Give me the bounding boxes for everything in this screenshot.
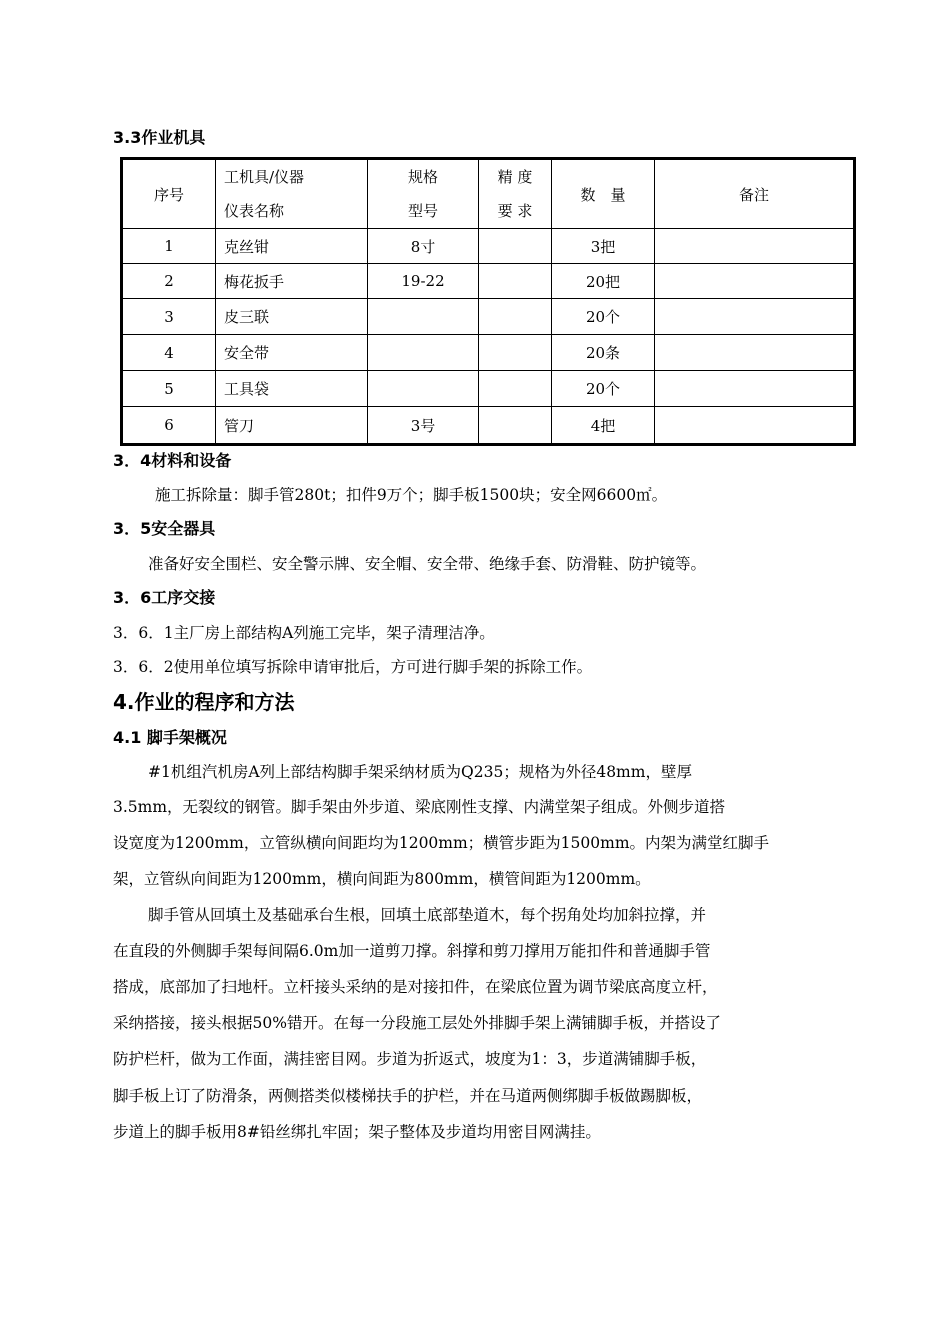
paragraph-line: 搭成，底部加了扫地杆。立杆接头采纳的是对接扣件，在梁底位置为调节梁底高度立杆， (113, 978, 718, 996)
section-3-4-text: 施工拆除量：脚手管280t；扣件9万个；脚手板1500块；安全网6600㎡。 (155, 486, 668, 504)
paragraph-line: 架，立管纵向间距为1200mm，横向间距为800mm，横管间距为1200mm。 (113, 870, 651, 888)
cell-spec (368, 371, 479, 407)
cell-name: 皮三联 (216, 299, 368, 335)
paragraph-line: 设宽度为1200mm，立管纵横向间距均为1200mm；横管步距为1500mm。内架为满堂红脚手 (113, 834, 770, 852)
header-spec-line1: 规格 (407, 168, 438, 186)
header-precision (479, 159, 552, 229)
cell-precision (479, 299, 552, 335)
header-no: 序号 (122, 159, 216, 229)
paragraph-line: 采纳搭接，接头根据50%错开。在每一分段施工层处外排脚手架上满铺脚手板，并搭设了 (113, 1014, 721, 1032)
header-spec (368, 159, 479, 229)
cell-quantity: 20把 (552, 264, 655, 299)
cell-precision (479, 335, 552, 371)
section-3-5-heading: 3．5安全器具 (113, 519, 216, 538)
cell-note (655, 229, 855, 264)
header-name-line2: 仪表名称 (224, 202, 285, 220)
cell-spec: 3号 (368, 407, 479, 445)
section-3-4-heading: 3．4材料和设备 (113, 451, 232, 470)
cell-no: 3 (122, 299, 216, 335)
paragraph-line: #1机组汽机房A列上部结构脚手架采纳材质为Q235；规格为外径48mm，壁厚 (148, 763, 692, 781)
table-row (122, 407, 855, 445)
header-name (216, 159, 368, 229)
cell-name: 安全带 (216, 335, 368, 371)
cell-quantity: 3把 (552, 229, 655, 264)
cell-quantity: 20个 (552, 371, 655, 407)
paragraph-line: 3.5mm，无裂纹的钢管。脚手架由外步道、梁底刚性支撑、内满堂架子组成。外侧步道搭 (113, 798, 726, 816)
cell-note (655, 335, 855, 371)
table-row (122, 335, 855, 371)
table-row (122, 371, 855, 407)
paragraph-line: 步道上的脚手板用8#铅丝绑扎牢固；架子整体及步道均用密目网满挂。 (113, 1123, 601, 1141)
paragraph-line: 防护栏杆，做为工作面，满挂密目网。步道为折返式，坡度为1：3，步道满铺脚手板， (113, 1050, 707, 1068)
section-4-heading: 4.作业的程序和方法 (113, 690, 295, 714)
table-header-row (122, 159, 855, 229)
cell-spec (368, 335, 479, 371)
cell-spec: 19-22 (368, 264, 479, 299)
cell-note (655, 407, 855, 445)
cell-no: 4 (122, 335, 216, 371)
cell-quantity: 4把 (552, 407, 655, 445)
cell-precision (479, 264, 552, 299)
cell-name: 工具袋 (216, 371, 368, 407)
section-3-3-heading: 3.3作业机具 (113, 128, 206, 147)
section-3-6-heading: 3．6工序交接 (113, 588, 216, 607)
header-spec-line2: 型号 (407, 202, 438, 220)
paragraph-line: 在直段的外侧脚手架每间隔6.0m加一道剪刀撑。斜撑和剪刀撑用万能扣件和普通脚手管 (113, 942, 711, 960)
cell-precision (479, 407, 552, 445)
cell-quantity: 20条 (552, 335, 655, 371)
paragraph-line: 脚手板上订了防滑条，两侧搭类似楼梯扶手的护栏，并在马道两侧绑脚手板做踢脚板， (113, 1087, 703, 1105)
tools-table (120, 157, 856, 446)
cell-name: 梅花扳手 (216, 264, 368, 299)
cell-note (655, 299, 855, 335)
paragraph-line: 脚手管从回填土及基础承台生根，回填土底部垫道木，每个拐角处均加斜拉撑，并 (148, 906, 707, 924)
cell-name: 克丝钳 (216, 229, 368, 264)
section-4-1-heading: 4.1 脚手架概况 (113, 728, 227, 747)
cell-no: 1 (122, 229, 216, 264)
cell-spec (368, 299, 479, 335)
section-3-6-2-text: 3．6．2使用单位填写拆除申请审批后，方可进行脚手架的拆除工作。 (113, 658, 593, 676)
cell-spec: 8寸 (368, 229, 479, 264)
table-row (122, 264, 855, 299)
cell-no: 6 (122, 407, 216, 445)
table-row (122, 299, 855, 335)
section-3-6-1-text: 3．6．1主厂房上部结构A列施工完毕，架子清理洁净。 (113, 624, 495, 642)
header-note: 备注 (655, 159, 855, 229)
cell-precision (479, 371, 552, 407)
cell-no: 5 (122, 371, 216, 407)
cell-no: 2 (122, 264, 216, 299)
cell-note (655, 264, 855, 299)
header-precision-line1: 精 度 (497, 168, 533, 186)
header-quantity: 数 量 (552, 159, 655, 229)
cell-precision (479, 229, 552, 264)
table-row (122, 229, 855, 264)
header-precision-line2: 要 求 (497, 202, 533, 220)
cell-name: 管刀 (216, 407, 368, 445)
cell-note (655, 371, 855, 407)
section-3-5-text: 准备好安全围栏、安全警示牌、安全帽、安全带、绝缘手套、防滑鞋、防护镜等。 (148, 555, 707, 573)
header-name-line1: 工机具/仪器 (224, 168, 305, 186)
cell-quantity: 20个 (552, 299, 655, 335)
